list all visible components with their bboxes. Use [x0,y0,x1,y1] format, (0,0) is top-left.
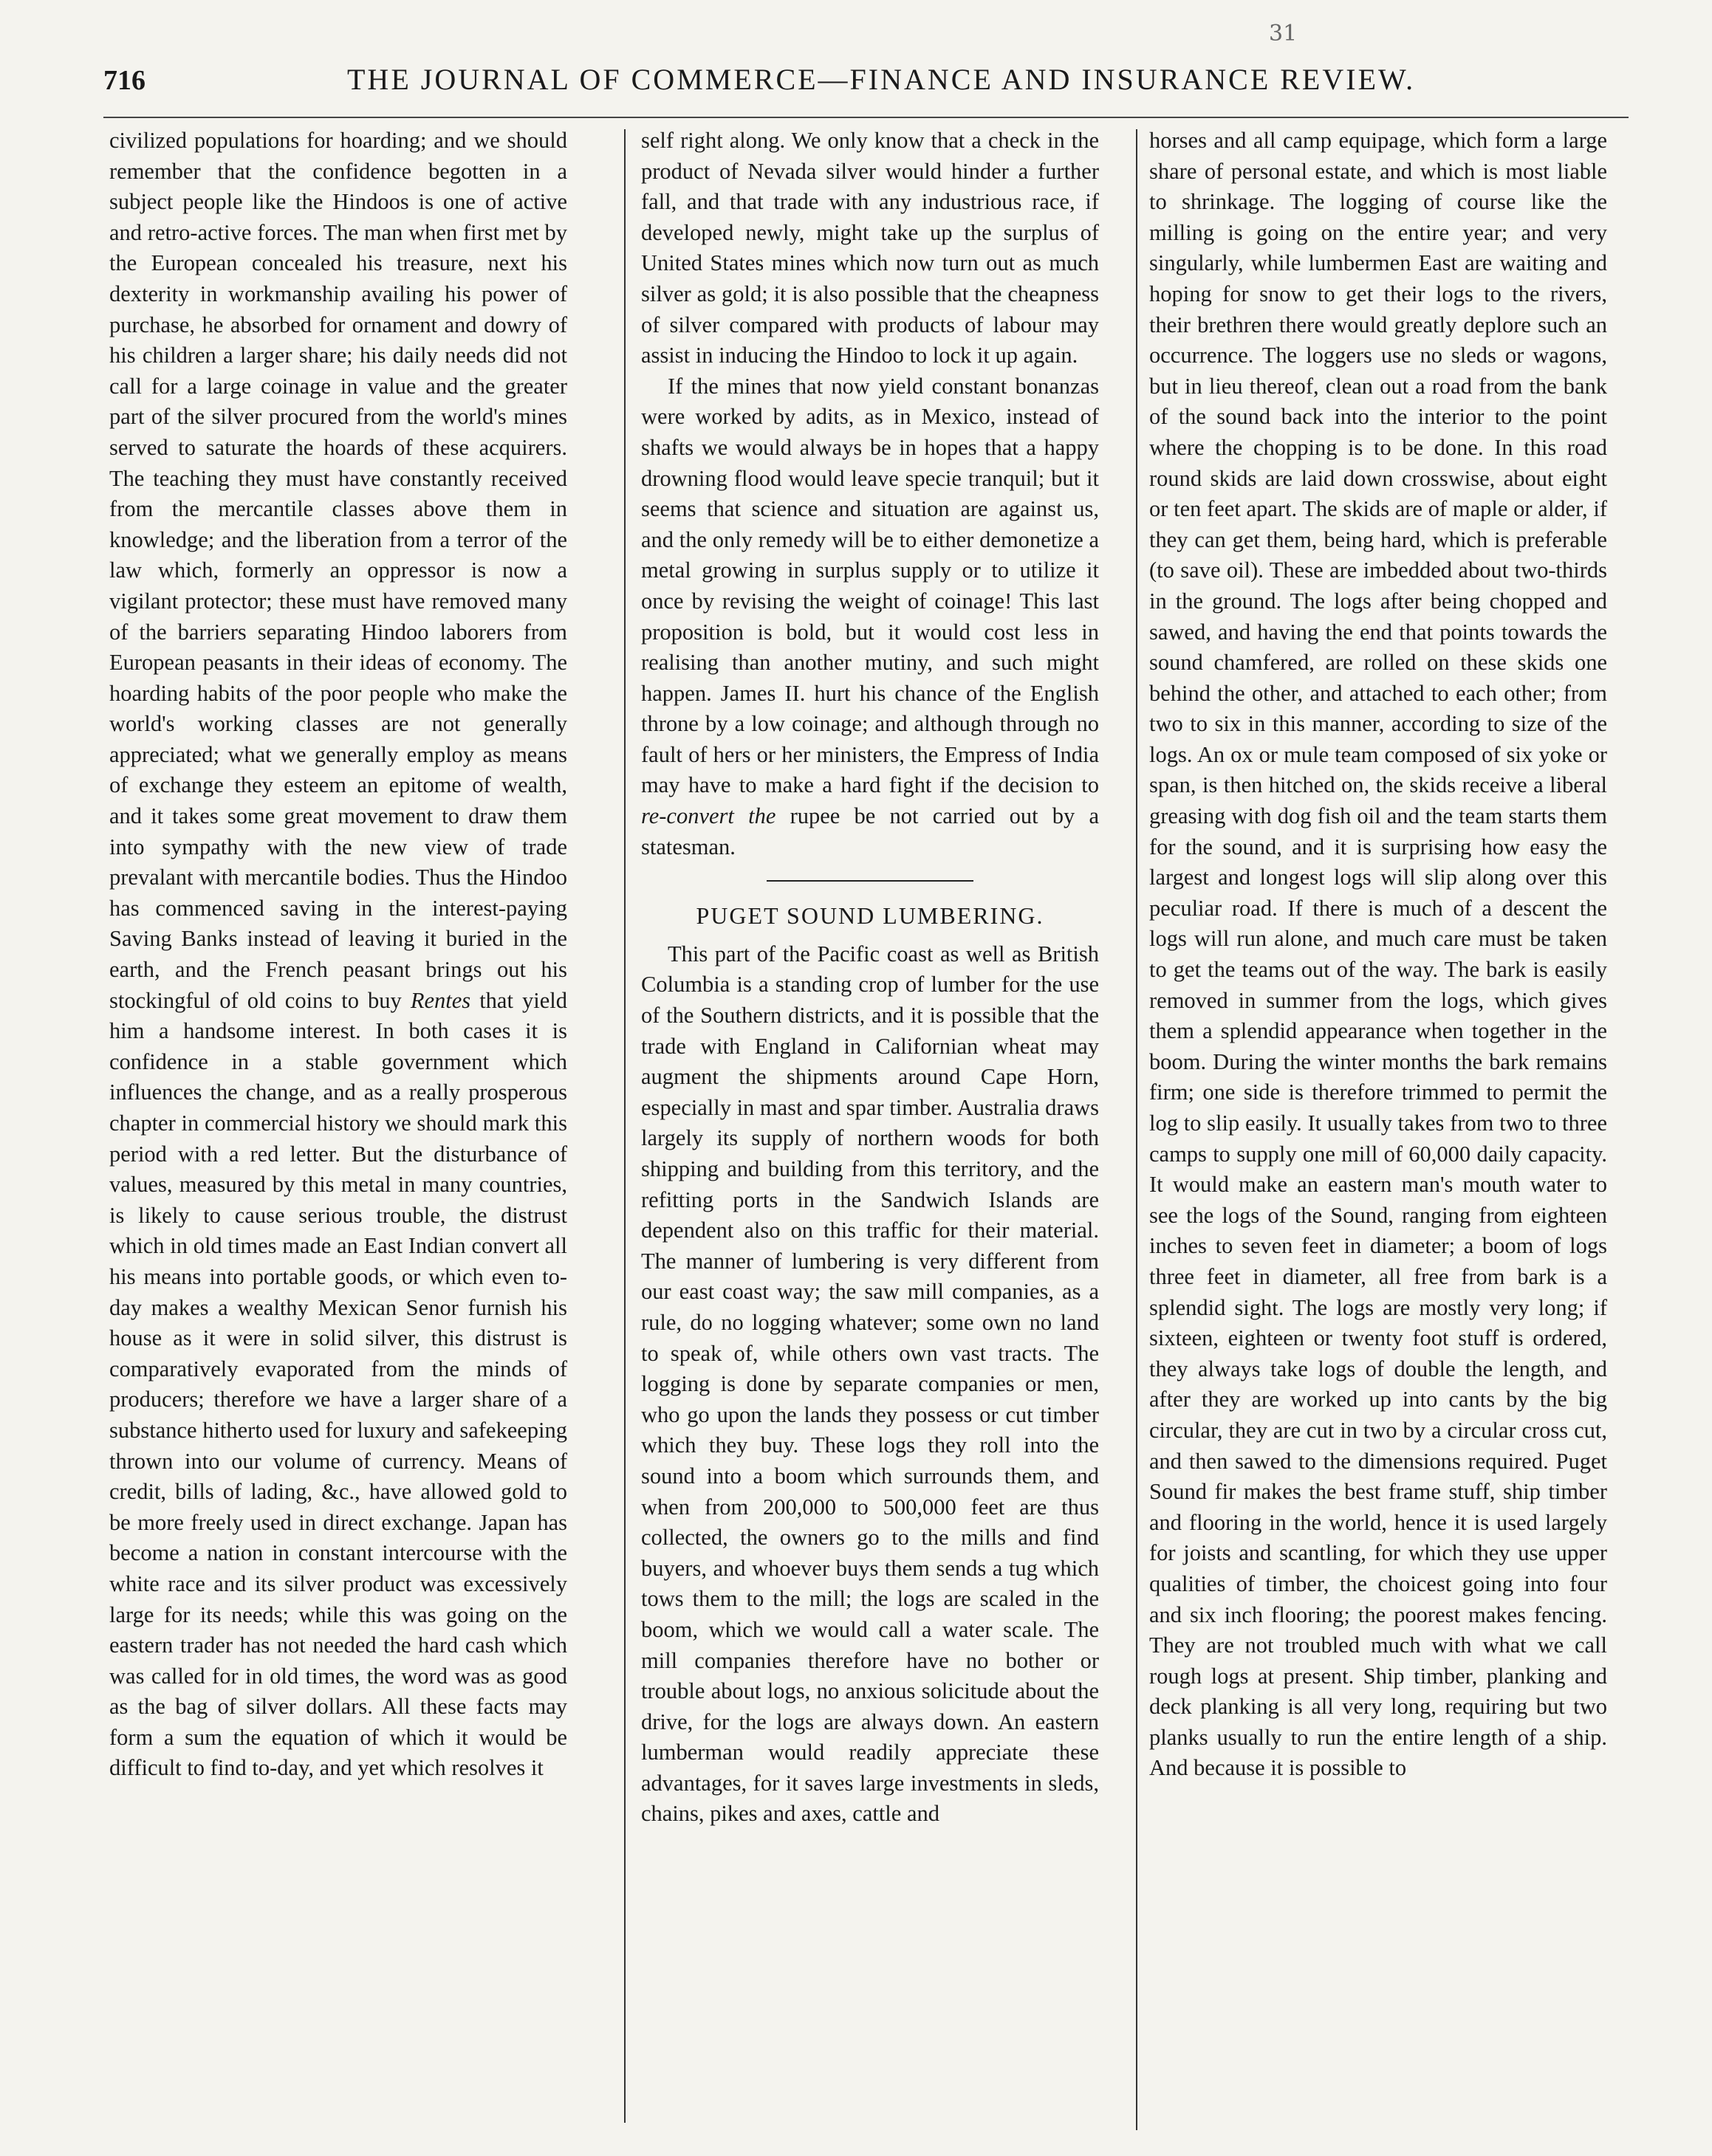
page-number: 716 [103,65,145,96]
page-header [103,62,1617,109]
column-rule-1 [624,129,626,2123]
header-rule [103,117,1629,118]
col1-text-a: civilized populations for hoarding; and we should remember that the confidence begotten in a subject people like the Hindoos is one of active and retro-active forces. The man when first met by the European concealed his treasure, next his dexterity in workmanship availing his power of purchase, he absorbed for ornament and dowry of his children a larger share; his daily needs did not call for a large coinage in value and the greater part of the silver procured from the world's mines served to saturate the hoards of these acquirers. The teaching they must have constantly received from the mercantile classes above them in knowledge; and the liberation from a terror of the law which, formerly an oppressor is now a vigilant protector; these must have removed many of the barriers separating Hindoo laborers from European peasants in their ideas of economy. The hoarding habits of the poor people who make the world's working classes are not generally appreciated; what we generally employ as means of exchange they esteem an epitome of wealth, and it takes some great movement to draw them into sympathy with the new view of trade prevalant with mercantile bodies. Thus the Hindoo has commenced saving in the interest-paying Saving Banks instead of leaving it buried in the earth, and the French peasant brings out his stockingful of old coins to buy [109,128,567,1013]
section-heading: PUGET SOUND LUMBERING. [696,902,1044,930]
column-3-paragraph: horses and all camp equipage, which form a large share of personal estate, and which is most liable to shrinkage. The logging of course like the milling is going on the entire year; and very singularly, while lumbermen East are waiting and hoping for snow to get their logs to the rivers, their brethren there would greatly deplore such an occurrence. The loggers use no sleds or wagons, but in lieu thereof, clean out a road from the bank of the sound back into the interior to the point where the chopping is to be done. In this road round skids are laid down crosswise, about eight or ten feet apart. The skids are of maple or alder, if they can get them, being hard, which is preferable (to save oil). These are imbedded about two-thirds in the ground. The logs after being chopped and sawed, and having the end that points towards the sound chamfered, are rolled on these skids one behind the other, and attached to each other; from two to six in this manner, according to size of the logs. An ox or mule team composed of six yoke or span, is then hitched on, the skids receive a liberal greasing with dog fish oil and the team starts them for the sound, and it is surprising how easy the largest and longest logs will slip along over this peculiar road. If there is much of a descent the logs will run alone, and much care must be taken to get the teams out of the way. The bark is easily removed in summer from the logs, which gives them a splendid appearance when together in the boom. During the winter months the bark remains firm; one side is therefore trimmed to permit the log to slip easily. It usually takes from two to three camps to supply one mill of 60,000 daily capacity. It would make an eastern man's mouth water to see the logs of the Sound, ranging from eighteen inches to seven feet in diameter; a boom of logs three feet in diameter, all free from bark is a splendid sight. The logs are mostly very long; if sixteen, eighteen or twenty foot stuff is ordered, they always take logs of double the length, and after they are worked up into cants by the big circular, they are cut in two by a circular cross cut, and then sawed to the dimensions required. Puget Sound fir makes the best frame stuff, ship timber and flooring in the world, hence it is used largely for joists and scantling, for which they use upper qualities of timber, the choicest going into four and six inch flooring; the poorest makes fencing. They are not troubled much with what we call rough logs at present. Ship timber, planking and deck planking is all very long, requiring but two planks usually to run the entire length of a ship. And because it is possible to [1149,128,1607,1781]
reconvert-italic: re-convert the [641,803,776,829]
column-1 [109,126,567,1784]
rentes-italic: Rentes [410,987,471,1013]
column-2-paragraph-3: This part of the Pacific coast as well as British Columbia is a standing crop of lumber for the use of the Southern districts, and it is possible that the trade with England in Californian wheat may augment the shipments around Cape Horn, especially in mast and spar timber. Australia draws largely its supply of northern woods for both shipping and building from this territory, and the refitting ports in the Sandwich Islands are dependent also on this traffic for their material. The manner of lumbering is very different from our east coast way; the saw mill companies, as a rule, do no logging whatever; some own no land to speak of, while others own vast tracts. The logging is done by separate companies or men, who go upon the lands they possess or cut timber which they buy. These logs they roll into the sound into a boom which surrounds them, and when from 200,000 to 500,000 feet are thus collected, the owners go to the mills and find buyers, and whoever buys them sends a tug which tows them to the mill; the logs are scaled in the boom, which we would call a water scale. The mill companies therefore have no bother or trouble about logs, no anxious solicitude about the drive, for the logs are always down. An eastern lumberman would readily appreciate these advantages, for it saves large investments in sleds, chains, pikes and axes, cattle and [641,941,1100,1827]
column-2 [641,126,1099,1830]
column-2-paragraph-2 [641,371,1099,863]
col1-text-b: that yield him a handsome interest. In both cases it is confidence in a stable government which influences the change, and as a really prosperous chapter in commercial history we should mark this period with a red letter. But the disturbance of values, measured by this metal in many countries, is likely to cause serious trouble, the distrust which in old times made an East Indian convert all his means into portable goods, or which even to-day makes a wealthy Mexican Senor furnish his house as it were in solid silver, this distrust is comparatively evaporated from the minds of producers; therefore we have a larger share of a substance hitherto used for luxury and safekeeping thrown into our volume of currency. Means of credit, bills of lading, &c., have allowed gold to be more freely used in direct exchange. Japan has become a nation in constant intercourse with the white race and its silver product was excessively large for its needs; while this was going on the eastern trader has not needed the hard cash which was called for in old times, the word was as good as the bag of silver dollars. All these facts may form a sum the equation of which it would be difficult to find to-day, and yet which resolves it [109,987,567,1781]
corner-mark: 31 [1269,21,1298,47]
column-3 [1149,126,1607,1784]
col2-text-b: rupee be not carried out by a statesman. [641,803,1099,859]
column-rule-2 [1136,129,1137,2130]
section-divider [767,880,973,882]
column-1-paragraph [109,126,567,1784]
column-2-paragraph-1: self right along. We only know that a check in the product of Nevada silver would hinder a further fall, and that trade with any industrious race, if developed newly, might take up the surplus of United States mines which now turn out as much silver as gold; it is also possible that the cheapness of silver compared with products of labour may assist in inducing the Hindoo to lock it up again. [641,128,1099,368]
journal-title: THE JOURNAL OF COMMERCE—FINANCE AND INSURANCE REVIEW. [347,63,1416,96]
col2-text-a: If the mines that now yield constant bonanzas were worked by adits, as in Mexico, instead of shafts we would always be in hopes that a happy drowning flood would leave specie tranquil; but it seems that science and situation are against us, and the only remedy will be to either demonetize a metal growing in surplus supply or to utilize it once by revising the weight of coinage! This last proposition is bold, but it would cost less in realising than another mutiny, and such might happen. James II. hurt his chance of the English throne by a low coinage; and although through no fault of hers or her ministers, the Empress of India may have to make a hard fight if the decision to [641,373,1099,798]
